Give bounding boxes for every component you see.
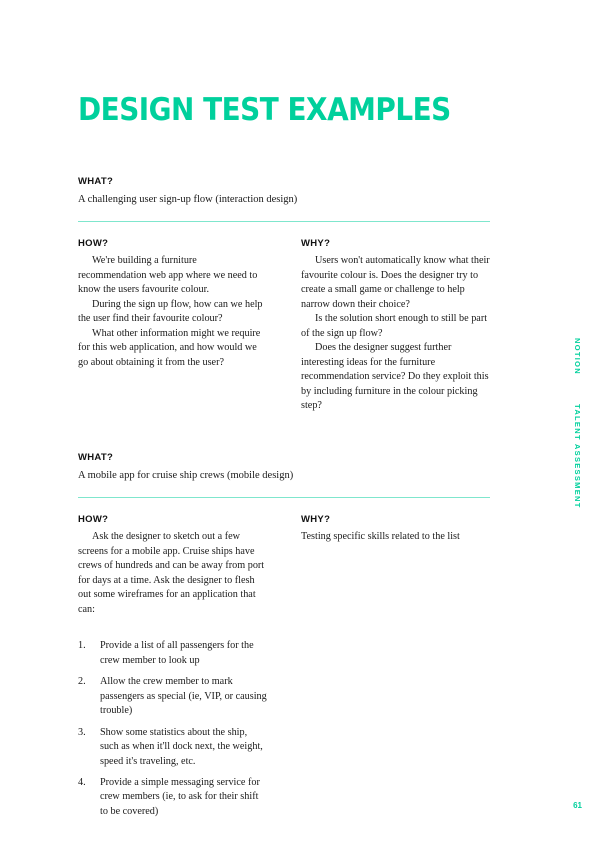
why-column	[301, 238, 490, 413]
list-item	[78, 776, 267, 819]
how-label: HOW?	[78, 238, 109, 250]
list-item	[78, 639, 267, 668]
how-paragraph: We're building a furniture recommendation web app where we need to know the users favourite colour.	[78, 255, 258, 296]
list-item-number: 1.	[78, 640, 86, 652]
how-paragraph: What other information might we require for this web application, and how would we go about obtaining it from the user?	[78, 327, 261, 368]
side-brand-label: NOTION	[573, 338, 582, 375]
page-title: DESIGN TEST EXAMPLES	[78, 91, 451, 128]
list-item-text: Show some statistics about the ship, such as when it'll dock next, the weight, speed it's traveling, etc.	[100, 726, 263, 767]
list-item-text: Allow the crew member to mark passengers as special (ie, VIP, or causing trouble)	[100, 676, 267, 717]
why-paragraph: Is the solution short enough to still be part of the sign up flow?	[301, 313, 488, 339]
list-item	[78, 726, 267, 769]
how-column	[78, 514, 267, 826]
what-label: WHAT?	[78, 452, 114, 463]
how-paragraph: During the sign up flow, how can we help the user find their favourite colour?	[78, 298, 263, 325]
how-label: HOW?	[78, 514, 109, 526]
what-text: A mobile app for cruise ship crews (mobile design)	[78, 470, 294, 481]
list-item-text: Provide a list of all passengers for the crew member to look up	[100, 640, 254, 666]
why-label: WHY?	[301, 238, 331, 250]
how-why-columns	[78, 514, 490, 826]
why-paragraph: Testing specific skills related to the list	[301, 531, 460, 543]
list-item-number: 4.	[78, 777, 86, 788]
list-item-number: 2.	[78, 676, 86, 688]
why-paragraph: Does the designer suggest further interesting ideas for the furniture recommendation service? Do they exploit this by including furniture in the colour picking step?	[301, 342, 489, 412]
page-number: 61	[573, 801, 582, 810]
side-section-label: TALENT ASSESSMENT	[573, 404, 582, 509]
what-label: WHAT?	[78, 176, 114, 187]
list-item	[78, 675, 267, 718]
what-text: A challenging user sign-up flow (interaction design)	[78, 194, 298, 205]
how-why-columns	[78, 238, 490, 413]
requirements-list	[78, 639, 267, 819]
divider	[78, 221, 490, 222]
divider	[78, 497, 490, 498]
section-design-test-1	[78, 176, 490, 414]
list-item-number: 3.	[78, 726, 86, 738]
list-item-text: Provide a simple messaging service for crew members (ie, to ask for their shift to be covered)	[100, 777, 260, 817]
how-column	[78, 238, 267, 413]
how-paragraph: Ask the designer to sketch out a few screens for a mobile app. Cruise ships have crews of hundreds and can be away from port for days at a time. Ask the designer to flesh out some wireframes for an application that can:	[78, 531, 265, 615]
why-column	[301, 514, 490, 826]
section-design-test-2	[78, 452, 490, 826]
why-label: WHY?	[301, 514, 331, 526]
why-paragraph: Users won't automatically know what their favourite colour is. Does the designer try to create a small game or challenge to help narrow down their choice?	[301, 255, 490, 310]
